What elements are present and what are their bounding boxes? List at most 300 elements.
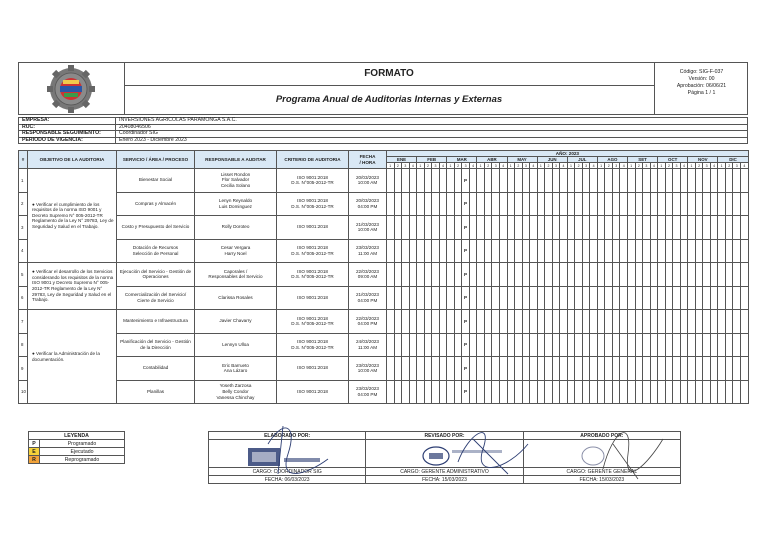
schedule-cell [582, 192, 590, 216]
schedule-cell [530, 216, 538, 240]
schedule-cell [658, 310, 666, 334]
schedule-cell [703, 192, 711, 216]
doc-page: Página 1 / 1 [687, 90, 716, 96]
schedule-cell [439, 239, 447, 263]
signature-revisado-icon [423, 433, 528, 474]
schedule-cell [522, 216, 530, 240]
schedule-cell [733, 286, 741, 310]
schedule-cell [402, 216, 410, 240]
schedule-cell [605, 310, 613, 334]
aprobado-cargo: CARGO: GERENTE GENERAL [523, 468, 680, 476]
schedule-cell [673, 310, 681, 334]
week-cell: 2 [484, 163, 492, 169]
schedule-cell [605, 239, 613, 263]
schedule-cell [680, 192, 688, 216]
fecha-head-1: FECHA [359, 153, 376, 159]
row-number: 6 [19, 286, 28, 310]
info-value: INVERSIONES AGRICOLAS PARAMONGA S.A.C. [116, 118, 748, 125]
schedule-cell [402, 310, 410, 334]
schedule-cell [703, 216, 711, 240]
schedule-mark: P [462, 169, 470, 193]
week-cell: 3 [462, 163, 470, 169]
audit-objective: ● Verificar la Administración de la documentación. [28, 310, 117, 404]
criterio-cell [277, 333, 349, 357]
schedule-cell [665, 380, 673, 404]
schedule-cell [590, 263, 598, 287]
responsable-cell-line: Responsables del Servicio [208, 274, 263, 280]
schedule-cell [718, 216, 726, 240]
schedule-cell [590, 357, 598, 381]
servicio-cell-line: Comercialización del Servicio/ [124, 292, 187, 298]
schedule-cell [628, 357, 636, 381]
schedule-cell [417, 286, 425, 310]
week-cell: 4 [560, 163, 568, 169]
criterio-cell [277, 192, 349, 216]
schedule-cell [515, 169, 523, 193]
schedule-cell [650, 216, 658, 240]
legend-label: Reprogramado [40, 456, 125, 464]
schedule-cell [703, 239, 711, 263]
schedule-cell [635, 286, 643, 310]
servicio-cell [117, 380, 195, 404]
month-may: MAY [507, 157, 537, 163]
signatures-overlay [208, 414, 681, 494]
month-jul: JUL [567, 157, 597, 163]
week-cell: 4 [650, 163, 658, 169]
schedule-cell [635, 192, 643, 216]
row-number: 7 [19, 310, 28, 334]
responsable-cell-line: Flor Salvador [221, 177, 250, 183]
schedule-cell [620, 357, 628, 381]
schedule-cell [725, 216, 733, 240]
criterio-cell [277, 169, 349, 193]
fecha-cell-line: 10:00 AM [357, 180, 378, 186]
aprobado-title: APROBADO POR: [523, 432, 680, 440]
schedule-cell [643, 286, 651, 310]
schedule-cell [680, 310, 688, 334]
responsable-cell-line: Luis Dominguez [219, 203, 252, 209]
month-ene: ENE [387, 157, 417, 163]
schedule-cell [680, 286, 688, 310]
month-set: SET [628, 157, 658, 163]
schedule-cell [417, 169, 425, 193]
fecha-cell-line: 21/03/2023 [356, 221, 379, 227]
schedule-cell [740, 310, 748, 334]
schedule-cell [417, 310, 425, 334]
schedule-cell [718, 380, 726, 404]
criterio-cell [277, 380, 349, 404]
week-cell: 1 [447, 163, 455, 169]
schedule-cell [635, 310, 643, 334]
audit-program-table [18, 150, 749, 404]
schedule-cell [718, 333, 726, 357]
row-number: 3 [19, 216, 28, 240]
info-label: RESPONSABLE SEGUIMIENTO: [19, 131, 116, 138]
schedule-cell [439, 169, 447, 193]
schedule-cell [567, 333, 575, 357]
schedule-cell [740, 286, 748, 310]
schedule-cell [673, 380, 681, 404]
schedule-cell [643, 310, 651, 334]
schedule-cell [454, 286, 462, 310]
schedule-cell [575, 239, 583, 263]
schedule-cell [695, 169, 703, 193]
schedule-cell [545, 169, 553, 193]
schedule-cell [537, 239, 545, 263]
week-cell: 1 [688, 163, 696, 169]
schedule-cell [688, 239, 696, 263]
schedule-cell [575, 169, 583, 193]
schedule-cell [635, 333, 643, 357]
schedule-cell [454, 169, 462, 193]
schedule-cell [515, 192, 523, 216]
responsable-cell [195, 286, 277, 310]
fecha-cell-line: 22/03/2023 [356, 268, 379, 274]
fecha-cell [349, 357, 387, 381]
legend-key-programado: P [29, 440, 40, 448]
schedule-cell [703, 333, 711, 357]
schedule-cell [605, 263, 613, 287]
servicio-cell-line: Bienestar Social [138, 177, 173, 183]
schedule-cell [499, 216, 507, 240]
schedule-cell [469, 239, 477, 263]
servicio-cell-line: Planillas [146, 388, 165, 394]
responsable-cell [195, 239, 277, 263]
elaborado-cargo: CARGO: COORDINADOR SIG [209, 468, 366, 476]
criterio-cell-line: D.S. N°005-2012-TR [291, 274, 334, 280]
schedule-cell [477, 380, 485, 404]
schedule-cell [447, 239, 455, 263]
week-cell: 2 [635, 163, 643, 169]
schedule-cell [740, 263, 748, 287]
servicio-cell-line: Costo y Presupuesto del Servicio [121, 224, 190, 230]
schedule-cell [643, 357, 651, 381]
schedule-cell [733, 333, 741, 357]
schedule-cell [605, 380, 613, 404]
schedule-cell [387, 286, 395, 310]
schedule-cell [725, 192, 733, 216]
schedule-cell [740, 357, 748, 381]
schedule-cell [620, 216, 628, 240]
fecha-cell-line: 22/03/2023 [356, 315, 379, 321]
schedule-cell [620, 263, 628, 287]
schedule-cell [703, 357, 711, 381]
schedule-cell [387, 216, 395, 240]
schedule-cell [507, 216, 515, 240]
week-cell: 1 [567, 163, 575, 169]
schedule-cell [725, 169, 733, 193]
schedule-cell [695, 192, 703, 216]
schedule-cell [424, 239, 432, 263]
schedule-cell [394, 380, 402, 404]
schedule-cell [454, 239, 462, 263]
week-cell: 1 [597, 163, 605, 169]
document-header [18, 62, 748, 115]
schedule-cell [628, 333, 636, 357]
responsable-cell [195, 192, 277, 216]
schedule-cell [394, 357, 402, 381]
schedule-cell [582, 286, 590, 310]
schedule-cell [552, 216, 560, 240]
week-cell: 3 [552, 163, 560, 169]
company-logo [19, 63, 125, 114]
schedule-cell [643, 380, 651, 404]
schedule-cell [499, 310, 507, 334]
schedule-cell [612, 239, 620, 263]
schedule-cell [628, 239, 636, 263]
schedule-cell [469, 380, 477, 404]
schedule-cell [673, 333, 681, 357]
month-feb: FEB [417, 157, 447, 163]
schedule-cell [620, 192, 628, 216]
responsable-cell-line: Ana Lázaro [223, 368, 248, 374]
schedule-cell [447, 380, 455, 404]
week-cell: 2 [424, 163, 432, 169]
schedule-cell [710, 333, 718, 357]
week-cell: 4 [439, 163, 447, 169]
schedule-cell [402, 357, 410, 381]
schedule-cell [575, 263, 583, 287]
schedule-cell [507, 310, 515, 334]
responsable-cell-line: Harry Noel [224, 250, 247, 256]
schedule-cell [575, 357, 583, 381]
schedule-cell [530, 380, 538, 404]
schedule-cell [499, 380, 507, 404]
schedule-cell [417, 263, 425, 287]
responsable-cell [195, 216, 277, 240]
week-cell: 1 [628, 163, 636, 169]
schedule-cell [725, 239, 733, 263]
schedule-cell [575, 286, 583, 310]
schedule-cell [725, 286, 733, 310]
schedule-cell [394, 239, 402, 263]
schedule-cell [432, 286, 440, 310]
servicio-cell-line: de la Dirección [140, 344, 171, 350]
schedule-cell [499, 239, 507, 263]
criterio-cell-line: ISO 9001:2018 [297, 245, 328, 251]
fecha-cell-line: 09:00 AM [357, 274, 378, 280]
schedule-cell [439, 192, 447, 216]
week-cell: 3 [733, 163, 741, 169]
schedule-cell [635, 263, 643, 287]
schedule-cell [409, 286, 417, 310]
schedule-cell [469, 286, 477, 310]
schedule-cell [695, 216, 703, 240]
schedule-cell [612, 333, 620, 357]
schedule-cell [530, 192, 538, 216]
week-cell: 2 [545, 163, 553, 169]
legend-key-reprogramado: R [29, 456, 40, 464]
servicio-cell-line: Selección de Personal [132, 250, 179, 256]
schedule-cell [469, 310, 477, 334]
schedule-cell [733, 380, 741, 404]
schedule-cell [695, 357, 703, 381]
schedule-cell [620, 239, 628, 263]
schedule-cell [477, 333, 485, 357]
schedule-cell [492, 310, 500, 334]
fecha-cell [349, 263, 387, 287]
schedule-cell [492, 286, 500, 310]
schedule-cell [643, 239, 651, 263]
schedule-cell [695, 263, 703, 287]
elaborado-fecha: FECHA: 06/03/2023 [209, 476, 366, 484]
responsable-cell [195, 310, 277, 334]
row-number: 8 [19, 333, 28, 357]
schedule-cell [409, 310, 417, 334]
schedule-cell [695, 286, 703, 310]
schedule-cell [597, 216, 605, 240]
schedule-cell [688, 310, 696, 334]
schedule-cell [718, 239, 726, 263]
schedule-cell [710, 192, 718, 216]
schedule-cell [409, 216, 417, 240]
schedule-cell [567, 286, 575, 310]
schedule-cell [439, 286, 447, 310]
schedule-cell [590, 169, 598, 193]
schedule-cell [740, 333, 748, 357]
schedule-cell [402, 263, 410, 287]
servicio-cell-line: Mantenimiento e Infraestructura [123, 318, 188, 324]
schedule-cell [454, 310, 462, 334]
week-cell: 1 [477, 163, 485, 169]
schedule-cell [680, 380, 688, 404]
schedule-cell [522, 380, 530, 404]
schedule-cell [740, 192, 748, 216]
schedule-cell [537, 216, 545, 240]
schedule-cell [560, 310, 568, 334]
schedule-cell [417, 239, 425, 263]
fecha-cell [349, 239, 387, 263]
schedule-cell [484, 192, 492, 216]
schedule-cell [424, 333, 432, 357]
responsable-cell-line: Lennyn Ulloa [222, 341, 249, 347]
schedule-cell [469, 357, 477, 381]
schedule-cell [469, 333, 477, 357]
schedule-cell [567, 263, 575, 287]
schedule-cell [432, 192, 440, 216]
schedule-cell [650, 239, 658, 263]
schedule-cell [560, 357, 568, 381]
schedule-cell [522, 286, 530, 310]
schedule-cell [673, 216, 681, 240]
schedule-cell [605, 333, 613, 357]
week-cell: 3 [402, 163, 410, 169]
schedule-cell [567, 310, 575, 334]
schedule-cell [597, 239, 605, 263]
schedule-cell [409, 239, 417, 263]
schedule-cell [567, 192, 575, 216]
schedule-cell [628, 380, 636, 404]
schedule-cell [447, 216, 455, 240]
month-dic: DIC [718, 157, 748, 163]
schedule-cell [409, 333, 417, 357]
schedule-cell [530, 333, 538, 357]
servicio-cell [117, 239, 195, 263]
legend [28, 431, 125, 464]
criterio-cell [277, 263, 349, 287]
week-cell: 2 [695, 163, 703, 169]
schedule-cell [635, 216, 643, 240]
signature-aprobado-icon [582, 433, 663, 479]
servicio-cell-line: Ejecución del Servicio - Gestión de [119, 268, 192, 274]
week-cell: 3 [703, 163, 711, 169]
schedule-cell [650, 310, 658, 334]
schedule-cell [499, 263, 507, 287]
schedule-cell [725, 333, 733, 357]
schedule-cell [522, 333, 530, 357]
schedule-cell [718, 286, 726, 310]
week-cell: 4 [680, 163, 688, 169]
schedule-cell [658, 380, 666, 404]
schedule-cell [515, 380, 523, 404]
schedule-cell [688, 263, 696, 287]
schedule-cell [620, 310, 628, 334]
schedule-cell [424, 357, 432, 381]
week-cell: 2 [725, 163, 733, 169]
schedule-cell [515, 216, 523, 240]
month-oct: OCT [658, 157, 688, 163]
schedule-cell [695, 239, 703, 263]
schedule-cell [575, 192, 583, 216]
schedule-cell [590, 192, 598, 216]
schedule-cell [688, 357, 696, 381]
schedule-cell [545, 380, 553, 404]
audit-objective: ● Verificar el cumplimiento de los requisitos de la norma ISO 9001 y Decreto Supremo N° 005-2012-TR Reglamento de la Ley N° 29783, Ley de Seguridad y Salud en el Trabajo. [28, 169, 117, 263]
schedule-cell [703, 380, 711, 404]
schedule-cell [484, 169, 492, 193]
week-cell: 2 [454, 163, 462, 169]
schedule-cell [665, 169, 673, 193]
criterio-cell-line: ISO 9001:2018 [297, 339, 328, 345]
schedule-cell [658, 357, 666, 381]
schedule-cell [545, 239, 553, 263]
schedule-cell [387, 380, 395, 404]
schedule-cell [612, 216, 620, 240]
schedule-cell [530, 263, 538, 287]
schedule-cell [402, 333, 410, 357]
schedule-mark: P [462, 380, 470, 404]
schedule-cell [530, 169, 538, 193]
schedule-cell [658, 333, 666, 357]
col-num: # [19, 151, 28, 169]
schedule-cell [545, 216, 553, 240]
servicio-cell-line: Planificación del Servicio - Gestión [120, 339, 191, 345]
schedule-cell [439, 380, 447, 404]
schedule-cell [718, 357, 726, 381]
fecha-cell [349, 192, 387, 216]
week-cell: 1 [507, 163, 515, 169]
schedule-cell [447, 357, 455, 381]
schedule-cell [537, 286, 545, 310]
fecha-cell-line: 11:00 AM [357, 250, 378, 256]
fecha-cell-line: 21/03/2023 [356, 292, 379, 298]
schedule-cell [733, 310, 741, 334]
schedule-cell [530, 239, 538, 263]
schedule-cell [439, 216, 447, 240]
schedule-cell [484, 380, 492, 404]
month-jun: JUN [537, 157, 567, 163]
fecha-cell-line: 04:00 PM [357, 297, 378, 303]
schedule-cell [469, 216, 477, 240]
responsable-cell-line: Cecilia Solano [220, 183, 251, 189]
schedule-cell [522, 192, 530, 216]
fecha-cell-line: 23/03/2023 [356, 362, 379, 368]
schedule-cell [688, 286, 696, 310]
schedule-cell [612, 380, 620, 404]
criterio-cell [277, 216, 349, 240]
schedule-cell [417, 333, 425, 357]
schedule-cell [507, 263, 515, 287]
